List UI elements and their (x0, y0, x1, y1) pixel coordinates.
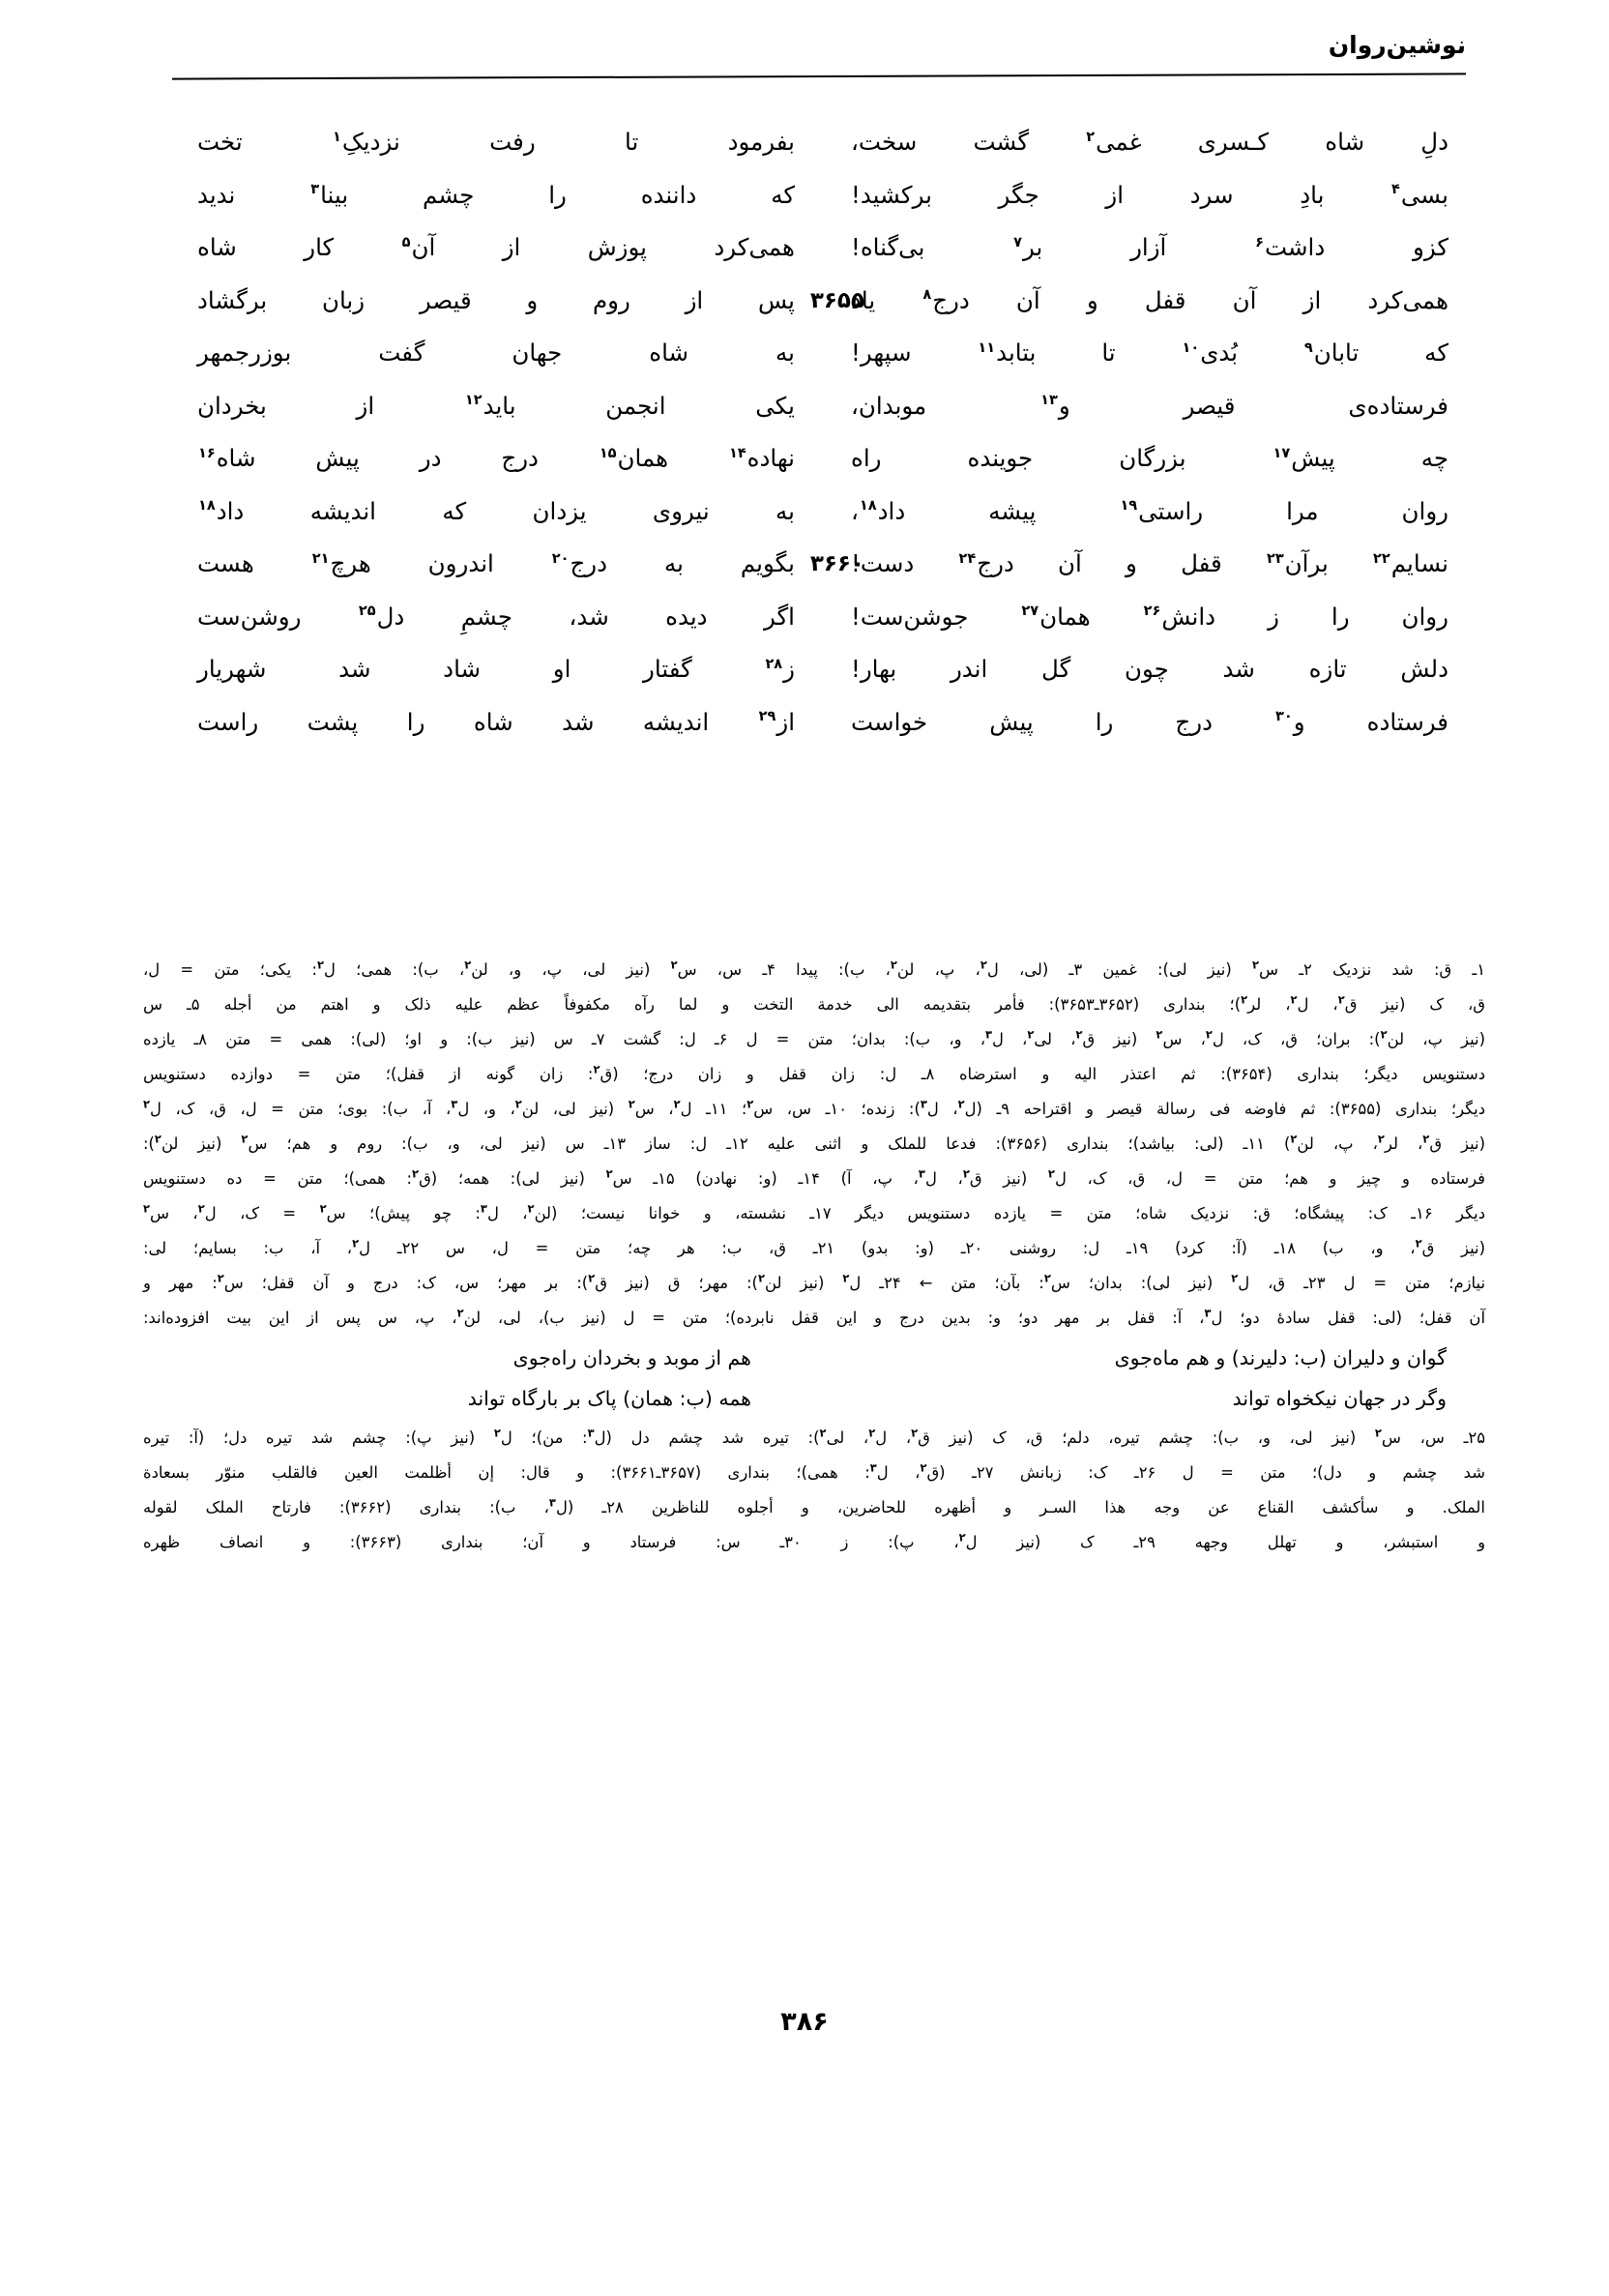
inset-hemistich-second: گوان و دلیران (ب: دلیرند) و هم ماه‌جوی (1114, 1346, 1447, 1369)
hemistich-second: همی‌کرد از آن قفل و آن درج$^۸$ یاد (851, 285, 1449, 314)
footnote-marker: ۴ (1391, 182, 1400, 198)
inset-hemistich-second: وگر در جهان نیکخواه تواند (1232, 1387, 1447, 1410)
footnote-marker: ۱۸ (859, 498, 877, 515)
running-head (0, 33, 1609, 77)
verse-line (172, 221, 1466, 275)
footnote-marker: ۲۹ (758, 709, 776, 725)
inset-hemistich-first: همه (ب: همان) پاک بر بارگاه تواند (467, 1387, 751, 1410)
footnote-marker: ۲۴ (958, 550, 977, 567)
apparatus-line: آن قفل؛ (لی: قفل سادهٔ دو؛ ل$^۳$، آ: قفل بر مهر دو؛ و: بدین درج و این قفل نابرده)؛ متن = ل (نیز ب)، لی، لن$^۲$، پ، س پس از این بیت افزوده‌اند: (143, 1306, 1486, 1327)
footnote-marker: ۲ (1086, 129, 1096, 145)
hemistich-second: دلش تازه شد چون گل اندر بهار! (851, 655, 1448, 683)
hemistich-first: از$^{۲۹}$ اندیشه شد شاه را پشت راست (197, 707, 795, 736)
footnote-marker: ۱۷ (1273, 445, 1291, 461)
verse-line (172, 275, 1466, 328)
footnote-marker: ۲۳ (1266, 550, 1284, 567)
verse-line (172, 696, 1466, 750)
verse-line (172, 327, 1466, 380)
apparatus-line: دستنویس دیگر؛ بنداری (۳۶۵۴): ثم اعتذر الیه و استرضاه ۸ـ ل: زان قفل و زان درج؛ (ق$^۲$: زان گونه از قفل)؛ متن = دوازده دستنویس (143, 1062, 1485, 1083)
hemistich-first: که داننده را چشم بینا$^۳$ ندید (197, 180, 795, 209)
inset-hemistich-first: هم از موبد و بخردان راه‌جوی (512, 1346, 751, 1369)
hemistich-first: به شاه جهان گفت بوزرجمهر (197, 339, 795, 367)
footnote-marker: ۶ (1255, 234, 1264, 250)
verse-number: ۳۶۵۵ (809, 287, 864, 313)
footnote-marker: ۱۹ (1120, 498, 1138, 515)
hemistich-first: نهاده$^{۱۴}$ همان$^{۱۵}$ درج در پیش شاه$^{۱۶}$ (198, 444, 795, 472)
footnote-marker: ۷ (1013, 234, 1023, 250)
footnote-marker: ۳۰ (1275, 709, 1293, 725)
footnote-marker: ۲۷ (1021, 603, 1039, 620)
hemistich-second: که تابان$^۹$ بُدی$^{۱۰}$ تا بتابد$^{۱۱}$ سپهر! (851, 339, 1448, 367)
verse-line (172, 486, 1466, 539)
apparatus-line: دیگر؛ بنداری (۳۶۵۵): ثم فاوضه فی رسالة قیصر و اقتراحه ۹ـ (ل$^۲$، ل$^۳$): زنده؛ ۱۰ـ س، س$^۲$؛ ۱۱ـ ل$^۲$، س$^۲$ (نیز لی، لن$^۲$، و، ل$^۳$، آ، ب): بوی؛ متن = ل، ق، ک، ل$^۲$ (143, 1097, 1486, 1118)
footnote-marker: ۳ (310, 182, 320, 198)
hemistich-second: دلِ شاه کـسری غمی$^۲$ گشت سخت، (851, 128, 1448, 156)
footnote-marker: ۱۵ (599, 445, 617, 461)
footnote-marker: ۲۸ (765, 656, 783, 672)
verse-line (172, 643, 1466, 696)
footnote-marker: ۱۴ (728, 445, 746, 461)
footnote-marker: ۱ (332, 129, 341, 145)
apparatus-line: شد چشم و دل)؛ متن = ل ۲۶ـ ک: زبانش ۲۷ـ (ق$^۲$، ل$^۳$: همی)؛ بنداری (۳۶۵۷ـ۳۶۶۱): و قال: إن أظلمت العین فالقلب منوّر بسعادة (143, 1460, 1486, 1482)
hemistich-second: فرستاده و$^{۳۰}$ درج را پیش خواست (851, 707, 1448, 736)
footnote-marker: ۱۳ (1040, 393, 1058, 409)
hemistich-first: پس از روم و قیصر زبان برگشاد ۳۶۵۵ (172, 275, 830, 328)
footnote-marker: ۲۵ (358, 603, 376, 620)
apparatus-line: ۱ـ ق: شد نزدیک ۲ـ س$^۲$ (نیز لی): غمین ۳ـ (لی، ل$^۲$، پ، لن$^۲$، ب): پیدا ۴ـ س، س$^۲$ (نیز لی، پ، و، لن$^۲$، ب): همی؛ ل$^۲$: یکی؛ متن = ل، (143, 957, 1486, 979)
footnote-marker: ۲۲ (1373, 550, 1390, 567)
folio-number: ۳۸۶ (780, 2007, 829, 2037)
apparatus-inset-verses (143, 1338, 1485, 1419)
verse-block (172, 116, 1466, 749)
apparatus-line: الملک. و سأکشف القناع عن وجه هذا السـر و أظهره للحاضرین، و أجلوه للناظرین ۲۸ـ (ل$^۳$، ب): بنداری (۳۶۶۲): فارتاح الملک لقوله (143, 1495, 1485, 1516)
footnote-marker: ۲۶ (1143, 603, 1161, 620)
footnote-marker: ۸ (922, 287, 932, 304)
running-title: نوشین‌روان (1328, 31, 1466, 59)
hemistich-second: چه پیش$^{۱۷}$ بزرگان جوینده راه (851, 444, 1448, 472)
hemistich-first: یکی انجمن باید$^{۱۲}$ از بخردان (197, 391, 795, 420)
apparatus-line: ق، ک (نیز ق$^۲$، ل$^۲$، لر$^۲$)؛ بنداری (۳۶۵۲ـ۳۶۵۳): فأمر بتقدیمه الی خدمة التخت و لما رآه مکفوفاً عظم علیه ذلک و اهتم من أجله ۵ـ س (143, 992, 1485, 1014)
verse-line (172, 538, 1466, 591)
footnote-marker: ۵ (401, 234, 411, 250)
header-rule (172, 73, 1466, 79)
apparatus-tail (143, 1421, 1485, 1560)
verse-line (172, 591, 1466, 644)
inset-verse-line (143, 1338, 1485, 1378)
hemistich-first: بگویم به درج$^{۲۰}$ اندرون هرچ$^{۲۱}$ هست ۳۶۶۰ (172, 538, 830, 591)
verse-line (172, 169, 1466, 222)
hemistich-first: اگر دیده شد، چشمِ دل$^{۲۵}$ روشن‌ست (197, 602, 795, 631)
footnote-marker: ۱۶ (198, 445, 216, 461)
apparatus-line: (نیز ق$^۲$، و، ب) ۱۸ـ (آ: کرد) ۱۹ـ ل: روشنی ۲۰ـ (و: بدو) ۲۱ـ ق، ب: هر چه؛ متن = ل، س ۲۲ـ ل$^۲$، آ، ب: بسایم؛ لی: (143, 1236, 1485, 1257)
footnote-marker: ۲۰ (551, 550, 570, 567)
hemistich-first: همی‌کرد پوزش از آن$^۵$ کار شاه (197, 233, 795, 261)
hemistich-second: نسایم$^{۲۲}$ برآن$^{۲۳}$ قفل و آن درج$^{۲۴}$ دست! (851, 549, 1448, 577)
verse-number: ۳۶۶۰ (809, 551, 864, 576)
verse-line (172, 116, 1466, 169)
footnote-marker: ۹ (1303, 339, 1313, 356)
footnote-marker: ۱۱ (978, 339, 996, 356)
footnote-marker: ۱۲ (464, 393, 483, 409)
verse-line (172, 380, 1466, 433)
apparatus-line: ۲۵ـ س، س$^۲$ (نیز لی، و، ب): چشم تیره، دلم؛ ق، ک (نیز ق$^۲$، ل$^۲$، لی$^۲$): تیره شد چشم دل (ل$^۳$: من)؛ ل$^۲$ (نیز پ): چشم شد تیره دل؛ (آ: تیره (143, 1426, 1485, 1447)
hemistich-second: روان مرا راستی$^{۱۹}$ پیشه داد$^{۱۸}$، (851, 496, 1449, 525)
apparatus-line: (نیز پ، لن$^۲$): بران؛ ق، ک، ل$^۲$، س$^۲$ (نیز ق$^۲$، لی$^۲$، ل$^۳$، و، ب): بدان؛ متن = ل ۶ـ ل: گشت ۷ـ س (نیز ب): و او؛ (لی): همی = متن ۸ـ یازده (143, 1027, 1486, 1048)
hemistich-first: ز$^{۲۸}$ گفتار او شاد شد شهریار (197, 655, 795, 683)
apparatus-line: نیازم؛ متن = ل ۲۳ـ ق، ل$^۲$ (نیز لی): بدان؛ س$^۲$: بآن؛ متن ← ۲۴ـ ل$^۲$ (نیز لن$^۲$): مهر؛ ق (نیز ق$^۲$): بر مهر؛ س، ک: درج و آن قفل؛ س$^۲$: مهر و (143, 1271, 1486, 1292)
footnote-marker: ۱۸ (198, 498, 216, 515)
footnote-marker: ۲۱ (311, 550, 330, 567)
apparatus-line: دیگر ۱۶ـ ک: پیشگاه؛ ق: نزدیک شاه؛ متن = یازده دستنویس دیگر ۱۷ـ نشسته، و خوانا نیست؛ (لن$^۲$، ل$^۳$: چو پیش)؛ س$^۲$ = ک، ل$^۲$، س$^۲$ (143, 1201, 1485, 1222)
footnote-marker: ۱۰ (1182, 339, 1200, 356)
inset-verse-line (143, 1378, 1485, 1419)
apparatus-line: و استبشر، و تهلل وجهه ۲۹ـ ک (نیز ل$^۲$، پ): ز ۳۰ـ س: فرستاد و آن؛ بنداری (۳۶۶۳): و انصاف ظهره (143, 1530, 1486, 1551)
hemistich-second: فرستاده‌ی قیصر و$^{۱۳}$ موبدان، (851, 391, 1448, 420)
apparatus-line: (نیز ق$^۲$، لر$^۲$، پ، لن$^۲$) ۱۱ـ (لی: بیاشد)؛ بنداری (۳۶۵۶): فدعا للملک و اثنی علیه ۱۲ـ ل: ساز ۱۳ـ س (نیز لی، و، ب): روم و هم؛ س$^۲$ (نیز لن$^۲$): (143, 1132, 1486, 1153)
critical-apparatus (143, 953, 1485, 1560)
apparatus-line: فرستاده و چیز و هم؛ متن = ل، ق، ک، ل$^۲$ (نیز ق$^۲$، ل$^۳$، پ، آ) ۱۴ـ (و: نهادن) ۱۵ـ س$^۲$ (نیز لی): همه؛ (ق$^۲$: همی)؛ متن = ده دستنویس (143, 1166, 1485, 1188)
hemistich-first: بفرمود تا رفت نزدیکِ$^۱$ تخت (197, 128, 795, 156)
hemistich-second: بسی$^۴$ بادِ سرد از جگر برکشید! (851, 180, 1448, 209)
hemistich-first: به نیروی یزدان که اندیشه داد$^{۱۸}$ (198, 496, 795, 525)
hemistich-second: کزو داشت$^۶$ آزار بر$^۷$ بی‌گناه! (851, 233, 1448, 261)
hemistich-second: روان را ز دانش$^{۲۶}$ همان$^{۲۷}$ جوشن‌ست! (851, 602, 1448, 631)
verse-line (172, 432, 1466, 486)
